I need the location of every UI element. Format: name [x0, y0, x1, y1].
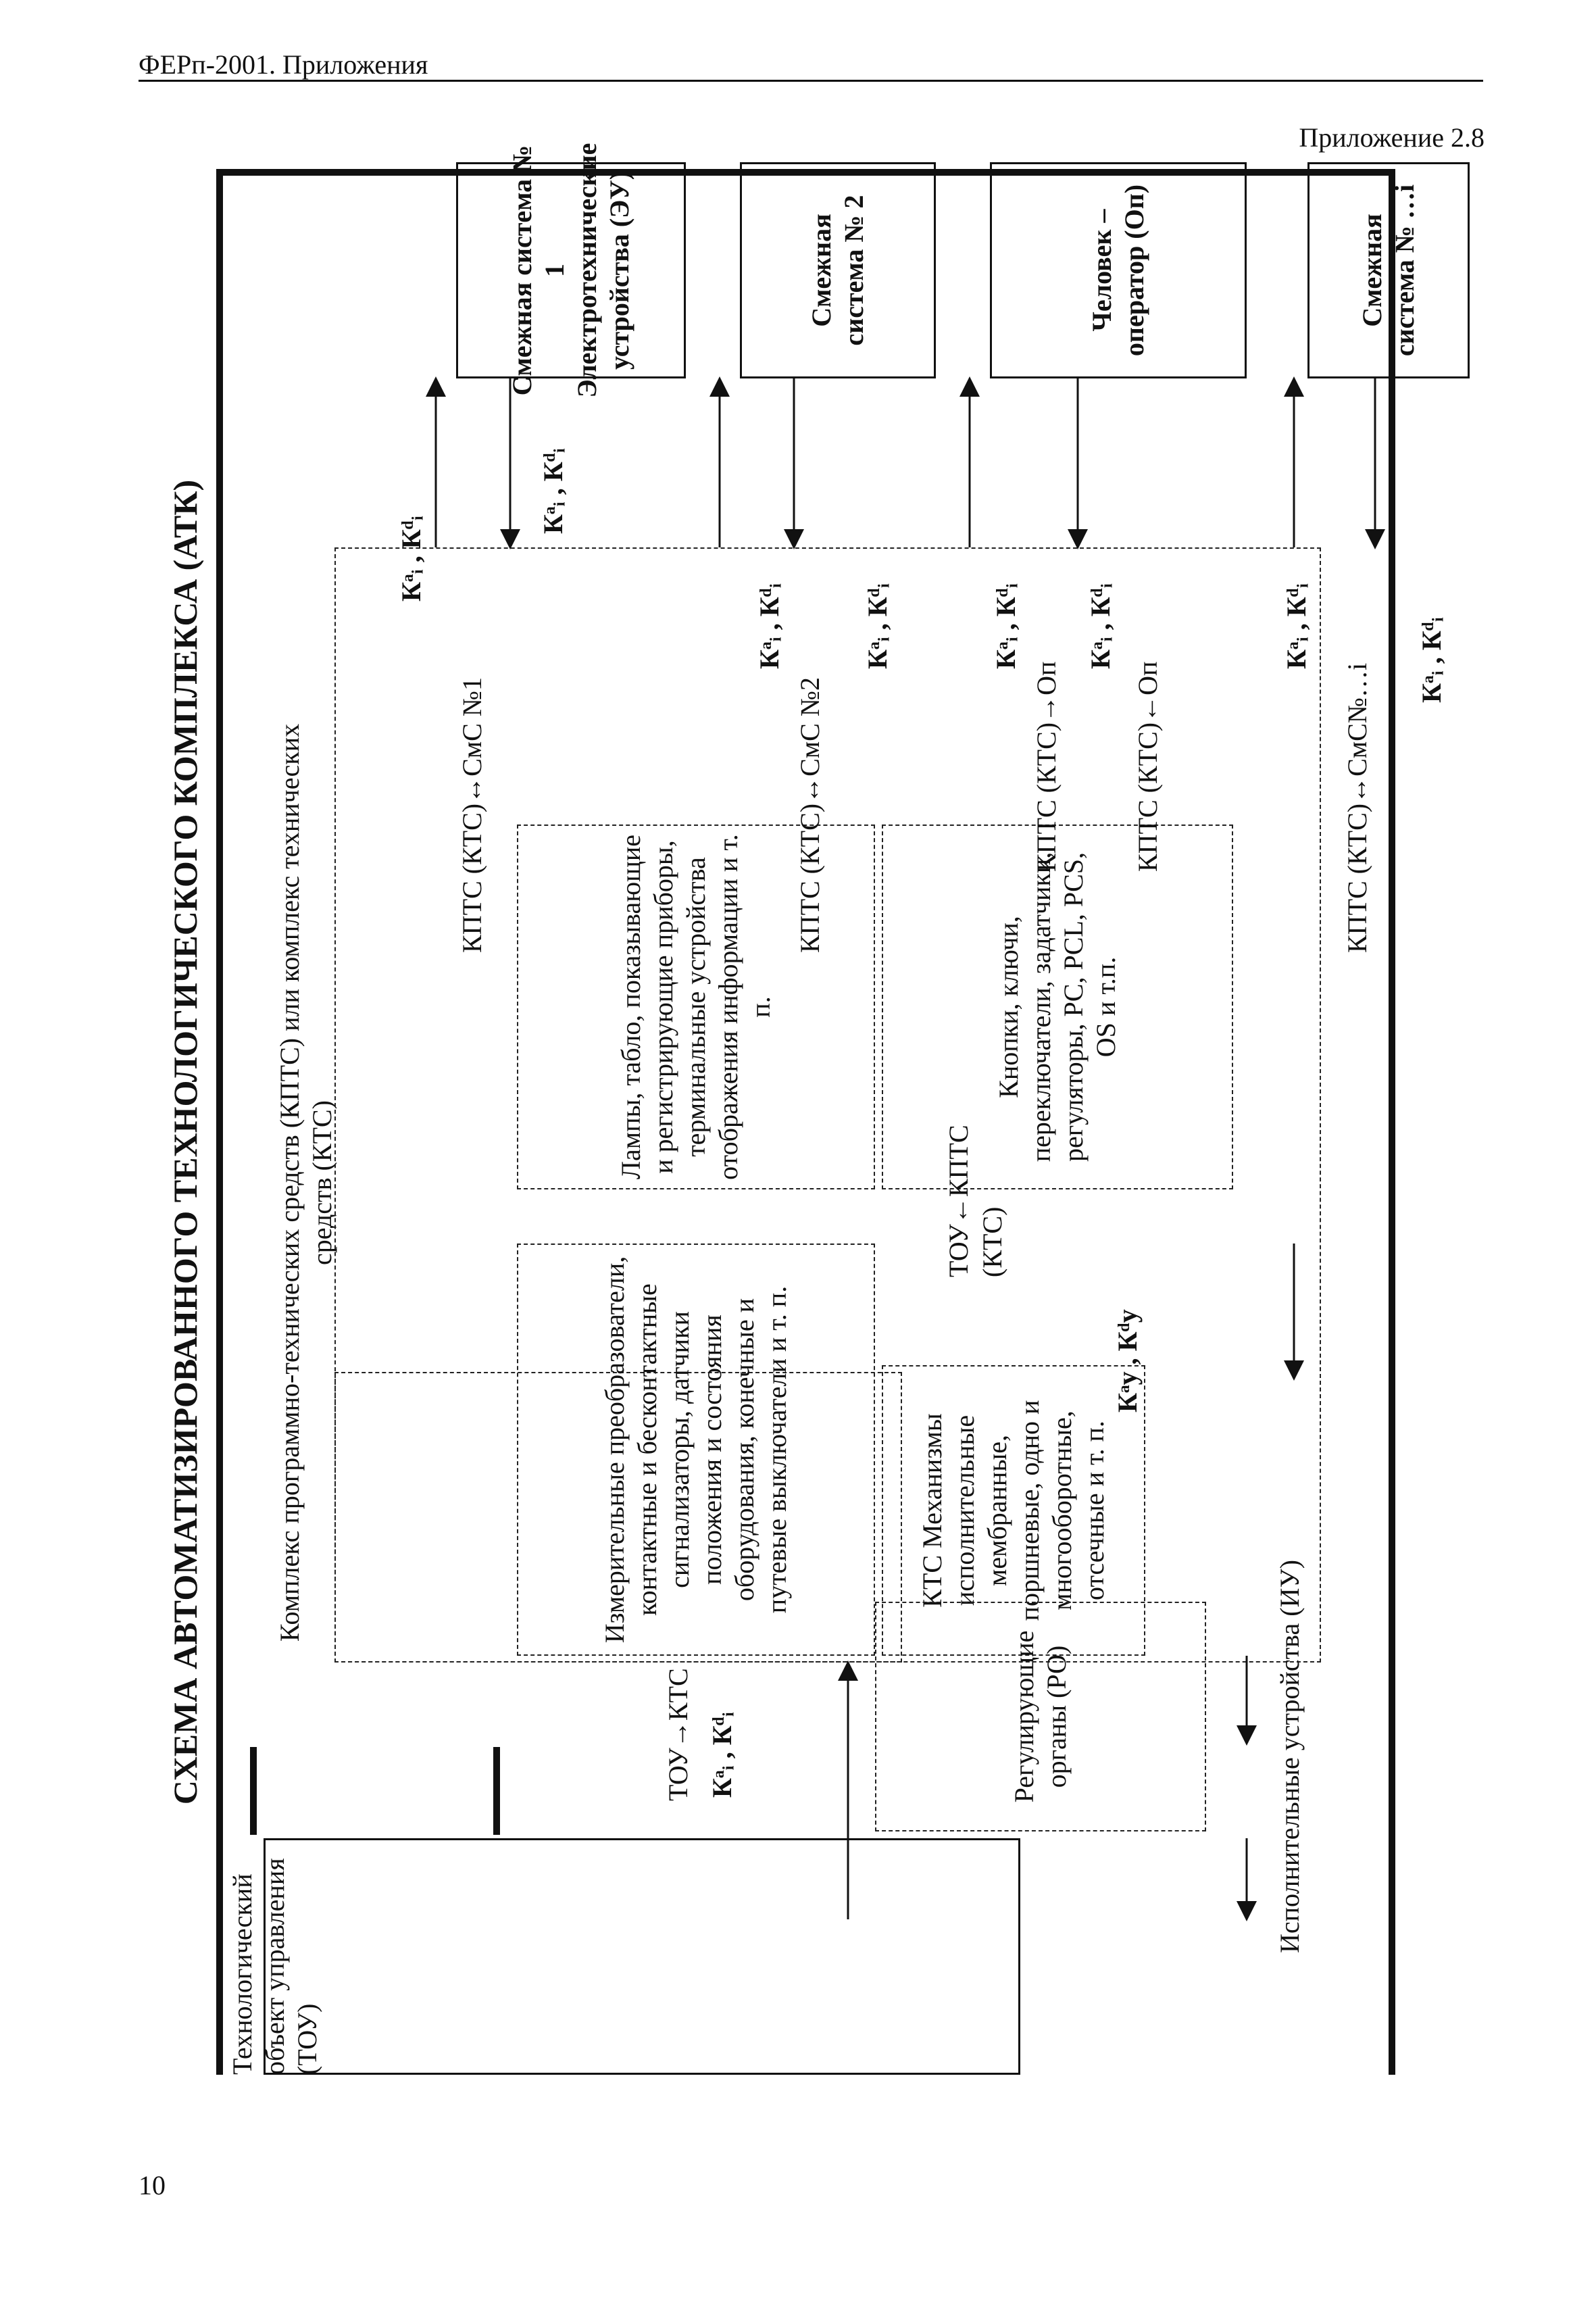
- link-2-coef-bottom: Кᵃᵢ , Кᵈᵢ: [862, 583, 893, 669]
- appendix-label: Приложение 2.8: [1299, 122, 1485, 153]
- header-divider: [139, 80, 1483, 82]
- link-2-coef-top: Кᵃᵢ , Кᵈᵢ: [754, 583, 784, 669]
- connector-lines: [132, 162, 1483, 2122]
- link-3-label-in: КПТС (КТС)←Оп: [1132, 661, 1163, 872]
- displays-box: Лампы, табло, показывающие и регистрирующие приборы, терминальные устройства отображения информации и т. п.: [517, 824, 875, 1189]
- kts-to-toy-coef: Кᵃy , Кᵈy: [1112, 1309, 1143, 1412]
- link-4-coef-bottom: Кᵃᵢ , Кᵈᵢ: [1416, 617, 1447, 703]
- regulating-organs-box: Регулирующие органы (РО): [875, 1602, 1206, 1831]
- actuators-box: КТС Механизмы исполнительные мембранные, поршневые, одно и многооборотные, отсечные и т. п.: [882, 1365, 1145, 1656]
- system-box-2: Смежная система № 2: [740, 162, 936, 378]
- toy-label: Технологический объект управления (ТОУ): [227, 1858, 322, 2075]
- iu-label: Исполнительные устройства (ИУ): [1274, 1559, 1305, 1953]
- system-box-1: Смежная система № 1 Электротехнические устройства (ЭУ): [456, 162, 686, 378]
- toy-to-kts-label: ТОУ→КТС: [663, 1668, 693, 1801]
- controls-box: Кнопки, ключи, переключатели, задатчики, регуляторы, PC, PCL, PCS, OS и т.п.: [882, 824, 1233, 1189]
- link-1-label: КПТС (КТС)↔СмС №1: [457, 677, 487, 953]
- toy-to-kts-coef: Кᵃᵢ , Кᵈᵢ: [707, 1712, 737, 1798]
- atk-scheme-diagram: [132, 143, 1483, 2122]
- diagram-title: СХЕМА АВТОМАТИЗИРОВАННОГО ТЕХНОЛОГИЧЕСКОГО КОМПЛЕКСА (АТК): [166, 479, 204, 1805]
- page-number: 10: [139, 2170, 166, 2200]
- sensors-box: Измерительные преобразователи, контактные и бесконтактные сигнализаторы, датчики положения и состояния оборудования, конечные и путевые выключатели и т. п.: [517, 1244, 875, 1656]
- system-box-i: Смежная система № …i: [1307, 162, 1470, 378]
- link-2-label: КПТС (КТС)↔СмС №2: [795, 677, 825, 953]
- link-1-coef-bottom: Кᵃᵢ , Кᵈᵢ: [538, 448, 568, 534]
- kpts-label: Комплекс программно-технических средств (КПТС) или комплекс технических средств (КТС): [274, 723, 337, 1642]
- page-header: ФЕРп-2001. Приложения: [139, 49, 428, 80]
- link-3-label-out: КПТС (КТС)→Оп: [1031, 661, 1062, 872]
- kts-to-toy-label-2: (КТС): [977, 1206, 1007, 1277]
- kts-to-toy-label-1: ТОУ←КПТС: [943, 1125, 974, 1277]
- link-3-coef-mid: Кᵃᵢ , Кᵈᵢ: [1085, 583, 1116, 669]
- link-1-coef-top: Кᵃᵢ , Кᵈᵢ: [396, 516, 426, 601]
- system-box-operator: Человек – оператор (Оп): [990, 162, 1247, 378]
- link-3-coef-top: Кᵃᵢ , Кᵈᵢ: [991, 583, 1021, 669]
- link-4-label: КПТС (КТС)↔СмС№…i: [1342, 662, 1372, 953]
- link-4-coef-top: Кᵃᵢ , Кᵈᵢ: [1281, 583, 1312, 669]
